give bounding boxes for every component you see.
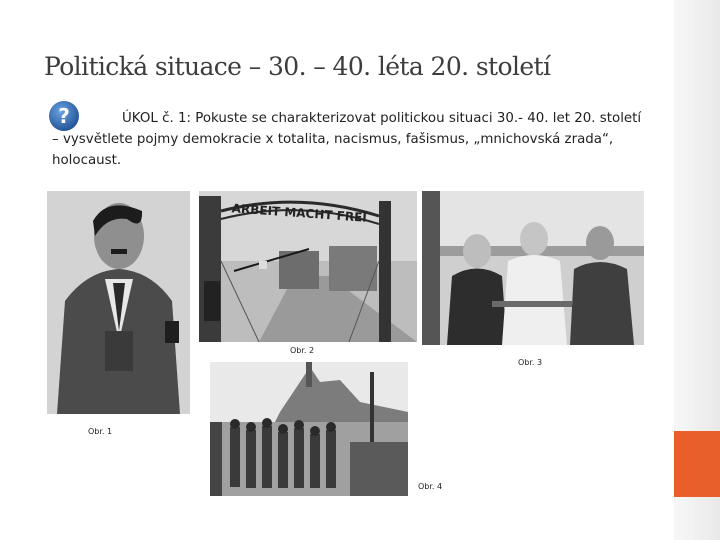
slide-title: Politická situace – 30. – 40. léta 20. století <box>44 52 551 81</box>
svg-text:?: ? <box>58 104 70 128</box>
caption-obr2: Obr. 2 <box>290 346 315 355</box>
photo-marching-troops <box>210 362 408 496</box>
caption-obr1: Obr. 1 <box>88 427 113 436</box>
photo-camp-gate <box>199 191 417 342</box>
gate-sign-text: ARBEIT MACHT FREI <box>231 201 368 225</box>
caption-obr4: Obr. 4 <box>418 482 443 491</box>
orange-accent-block <box>674 431 720 497</box>
photo-conference <box>422 191 644 345</box>
task-text: ÚKOL č. 1: Pokuste se charakterizovat politickou situaci 30.- 40. let 20. století – vysvětlete pojmy demokracie x totalita, nacismus, fašismus, „mnichovská zrada“, holocaust. <box>52 111 642 168</box>
caption-obr3: Obr. 3 <box>518 358 543 367</box>
photo-portrait <box>47 191 190 414</box>
